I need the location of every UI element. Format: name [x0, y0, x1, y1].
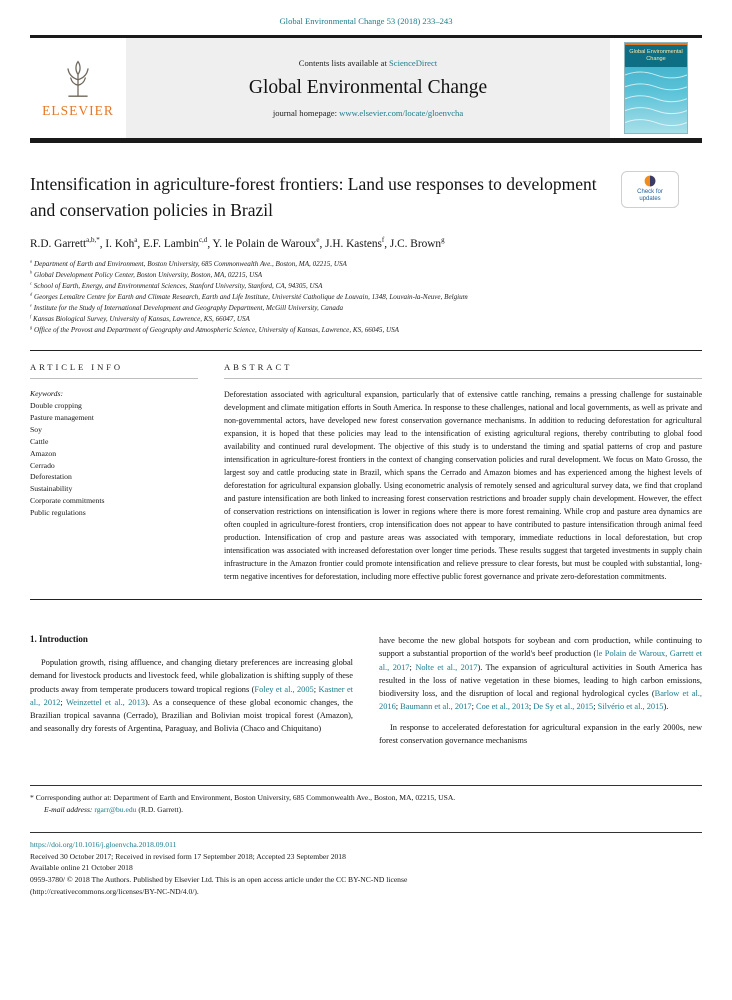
intro-paragraph-1-continued — [379, 634, 702, 713]
affiliation: $^g$ Office of the Provost and Department of Geography and Atmospheric Science, University of Kansas, Lawrence, KS, 66045, USA — [30, 324, 399, 334]
keyword: Cerrado — [30, 460, 55, 470]
abstract-text: Deforestation associated with agricultural expansion, particularly that of extensive cattle ranching, remains a pressing challenge for sustainable development and climate mitigation efforts in South America. In response to these challenges, national and local governments, as well as private and non-governmental actors, have developed new forest conservation governance mechanisms. In addition to reducing deforestation for agricultural expansion, it is hoped that these policies may lead to the intensification of existing agricultural regions, thereby contributing to global food availability and continued rural development. The objective of this study is to understand the timing and spatial patterns of crop and pasture intensification in agriculture-forest frontiers in the context of changing conservation policies and rural development. We focus on Mato Grosso, the largest soy and cattle producing state in Brazil, which spans the Cerrado and Amazon biomes and has experienced among the highest levels of deforestation for agricultural expansion globally. Using econometric analysis of remotely sensed and agricultural survey data, we find that cropland and pasture intensification are both linked to increasing forest conservation restrictions and broader supply chain development. However, the effect of conservation restrictions on intensification is lower in regions where there is more forest remaining. While crop and pasture area dynamics are often coupled in agriculture-forest frontiers, crop intensification does not appear to have contributed to pasture intensification through animal feed production. Intensification of crop and pasture areas was associated with temporary, immediate reductions in local deforestation, but crop intensification was associated with increased deforestation over longer time periods. These results suggest that targeted investments in supply chain infrastructure in the Amazon frontier could promote intensification and relieve pressure to clear forests, but must be coupled with substantial, long-term negative incentives for deforestation, including more effective public forest governance and private zero-deforestation commitments. — [224, 389, 702, 582]
info-abstract-section — [30, 350, 702, 600]
citation-link[interactable]: De Sy et al., 2015 — [533, 701, 594, 711]
elsevier-wordmark: ELSEVIER — [42, 103, 114, 118]
body-text: ). The expansion of agricultural activities in South America has resulted in the loss of native vegetation in these biomes, leading to high carbon emissions, biodiversity loss, and the disruption of local and regional hydrological cycles ( — [379, 662, 702, 698]
citation-link[interactable]: Foley et al., 2005 — [254, 684, 314, 694]
corresponding-author-note: * Corresponding author at: Department of Earth and Environment, Boston University, 685 Commonwealth Ave., Boston, MA, 02215, USA. — [30, 793, 456, 803]
body-column-right — [379, 634, 702, 755]
body-text: ; — [60, 697, 67, 707]
received-line: Received 30 October 2017; Received in revised form 17 September 2018; Accepted 23 September 2018 — [30, 851, 346, 861]
intro-paragraph-1 — [30, 656, 353, 735]
citation-link[interactable]: Coe et al., 2013 — [476, 701, 529, 711]
cover-wrap — [610, 38, 702, 138]
elsevier-tree-icon — [58, 56, 98, 100]
body-columns — [30, 634, 702, 755]
body-text: ; — [528, 701, 534, 711]
abstract-column — [224, 362, 702, 583]
homepage-line — [273, 108, 463, 118]
body-text: have become the new global hotspots for soybean and corn production, while continuing to support a substantial proportion of the world's beef production ( — [379, 636, 702, 659]
citation-link[interactable]: Kastner et al., 2012 — [30, 684, 354, 707]
body-text: ). As a consequence of these global economic changes, the Brazilian tropical savanna (Cerrado), Brazilian and Bolivian moist tropical forest (Amazon), and seasonally dry forests of Argentina, Paraguay, and Bolivia (Chaco and Chiquitano) — [30, 697, 354, 733]
affiliation: $^d$ Georges Lemaître Centre for Earth and Climate Research, Earth and Life Institute, Université Catholique de Louvain, 1348, Louvain-la-Neuve, Belgium — [30, 291, 468, 301]
title-row — [30, 171, 702, 224]
available-online-line: Available online 21 October 2018 — [30, 863, 133, 873]
contents-line — [299, 58, 437, 68]
intro-paragraph-2: In response to accelerated deforestation for agricultural expansion in the early 2000s, new forest conservation governance mechanisms — [379, 723, 702, 746]
contents-prefix: Contents lists available at — [298, 57, 389, 68]
journal-cover — [624, 42, 688, 134]
keyword: Double cropping — [30, 400, 82, 410]
check-updates-badge[interactable] — [621, 171, 679, 208]
introduction-heading: 1. Introduction — [30, 634, 88, 645]
author-name: I. Koh$^a$ — [105, 236, 138, 250]
masthead-bottom-rule — [30, 138, 702, 143]
keyword: Deforestation — [30, 472, 72, 482]
author-name: R.D. Garrett$^{a,b,*}$ — [30, 236, 100, 250]
crossmark-icon — [644, 175, 656, 187]
body-text: ; — [395, 701, 401, 711]
citation-link[interactable]: Silvério et al., 2015 — [597, 701, 664, 711]
email-label: E-mail address: — [44, 805, 95, 814]
affiliation: $^e$ Institute for the Study of International Development and Geography Department, McGill University, Canada — [30, 302, 344, 312]
body-text: Population growth, rising affluence, and changing dietary preferences are increasing global demand for livestock products and livestock feed, while globalization is shifting supply of these products away from temperate producers toward tropical regions ( — [30, 658, 353, 694]
author-name: E.F. Lambin$^{c,d}$ — [143, 236, 208, 250]
citation-link[interactable]: Baumann et al., 2017 — [400, 701, 472, 711]
citation-link[interactable]: Barlow et al., 2016 — [379, 688, 702, 711]
cover-art — [625, 67, 687, 132]
doi-link[interactable]: https://doi.org/10.1016/j.gloenvcha.2018.09.011 — [30, 839, 177, 849]
journal-title: Global Environmental Change — [248, 76, 488, 98]
author-name: J.H. Kastens$^f$ — [325, 236, 385, 250]
elsevier-logo — [30, 38, 126, 138]
author-name: J.C. Brown$^g$ — [389, 236, 445, 250]
email-line — [30, 804, 702, 816]
homepage-link[interactable]: www.elsevier.com/locate/gloenvcha — [339, 107, 464, 118]
check-badge-label: Check for updates — [637, 188, 663, 202]
body-text: ; — [313, 684, 319, 694]
keyword: Public regulations — [30, 508, 86, 518]
keywords-label: Keywords: — [30, 388, 64, 398]
email-suffix: (R.D. Garrett). — [136, 805, 184, 814]
author-name: Y. le Polain de Waroux$^e$ — [212, 236, 320, 250]
masthead — [30, 38, 702, 138]
affiliation: $^c$ School of Earth, Energy, and Environmental Sciences, Stanford University, Stanford, CA, 94305, USA — [30, 280, 323, 290]
authors-line: R.D. Garrett$^{a,b,*}$, I. Koh$^a$, E.F. Lambin$^{c,d}$, Y. le Polain de Waroux$^e$, J.H. Kastens$^f$, J.C. Brown$^g$ — [30, 236, 445, 250]
footnote-block — [30, 785, 702, 816]
keyword: Corporate commitments — [30, 496, 105, 506]
body-text: ; — [593, 701, 598, 711]
body-column-left — [30, 634, 353, 755]
affiliations-list — [30, 259, 702, 336]
publication-meta — [30, 832, 702, 898]
citation-link[interactable]: Nolte et al., 2017 — [415, 662, 478, 672]
affiliation: $^b$ Global Development Policy Center, Boston University, Boston, MA, 02215, USA — [30, 269, 263, 279]
homepage-prefix: journal homepage: — [272, 107, 340, 118]
article-title: Intensification in agriculture-forest frontiers: Land use responses to development and conservation policies in Brazil — [30, 173, 597, 220]
cover-title: Global Environmental Change — [625, 43, 687, 68]
body-text: ; — [471, 701, 476, 711]
article-info-column — [30, 362, 198, 583]
affiliation: $^f$ Kansas Biological Survey, University of Kansas, Lawrence, KS, 66047, USA — [30, 313, 250, 323]
keyword: Cattle — [30, 436, 49, 446]
page-footer — [30, 785, 702, 897]
copyright-line: 0959-3780/ © 2018 The Authors. Published by Elsevier Ltd. This is an open access article under the CC BY-NC-ND license — [30, 875, 408, 885]
license-line: (http://creativecommons.org/licenses/BY-NC-ND/4.0/). — [30, 886, 199, 896]
body-text: ). — [663, 701, 669, 711]
keyword: Pasture management — [30, 412, 94, 422]
citation-link[interactable]: Weinzettel et al., 2013 — [66, 697, 145, 707]
citation-link[interactable]: le Polain de Waroux, Garrett et al., 2017 — [379, 649, 702, 672]
abstract-heading: ABSTRACT — [224, 362, 702, 379]
email-link[interactable]: rgarr@bu.edu — [94, 805, 137, 814]
journal-citation-link[interactable]: Global Environmental Change 53 (2018) 233–243 — [279, 16, 453, 26]
affiliation: $^a$ Department of Earth and Environment, Boston University, 685 Commonwealth Ave., Boston, MA, 02215, USA — [30, 258, 347, 268]
keyword: Soy — [30, 424, 42, 434]
body-text: ; — [409, 662, 416, 672]
masthead-center — [126, 38, 610, 138]
keywords-list — [30, 400, 198, 519]
article-info-heading: ARTICLE INFO — [30, 362, 198, 379]
keyword: Sustainability — [30, 484, 73, 494]
keyword: Amazon — [30, 448, 57, 458]
sciencedirect-link[interactable]: ScienceDirect — [389, 57, 438, 68]
